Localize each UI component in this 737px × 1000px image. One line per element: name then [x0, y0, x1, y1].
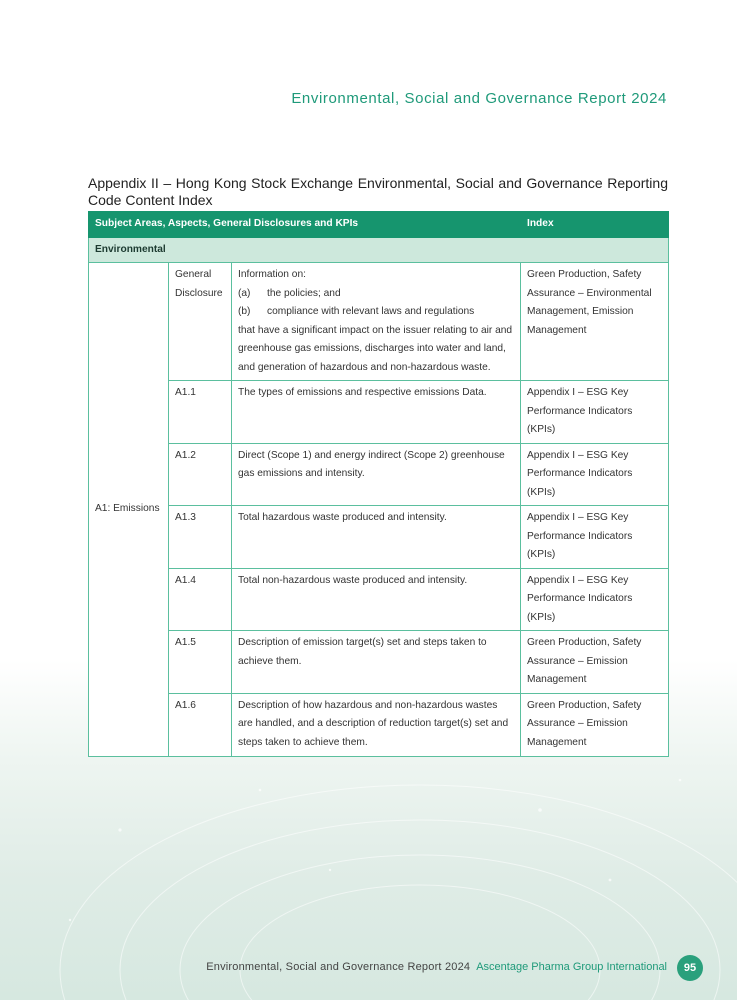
code-cell: A1.5 — [169, 631, 232, 694]
content-index-table — [88, 211, 669, 757]
code-cell: A1.2 — [169, 443, 232, 506]
index-cell: Appendix I – ESG Key Performance Indicators (KPIs) — [521, 506, 669, 569]
footer-company-name: Ascentage Pharma Group International — [476, 961, 667, 973]
table-row — [89, 506, 669, 569]
description-cell: Description of emission target(s) set and steps taken to achieve them. — [232, 631, 521, 694]
code-cell: General Disclosure — [169, 263, 232, 381]
column-header-index: Index — [521, 212, 669, 238]
description-tail: that have a significant impact on the issuer relating to air and greenhouse gas emissions, discharges into water and land, and generation of hazardous and non-hazardous waste. — [238, 324, 513, 373]
description-cell: Total hazardous waste produced and intensity. — [232, 506, 521, 569]
table-row — [89, 443, 669, 506]
description-cell — [232, 263, 521, 381]
table-header-row — [89, 212, 669, 238]
code-cell: A1.3 — [169, 506, 232, 569]
page-footer — [206, 961, 667, 973]
column-header-subject: Subject Areas, Aspects, General Disclosures and KPIs — [89, 212, 521, 238]
description-cell: Description of how hazardous and non-hazardous wastes are handled, and a description of reduction target(s) set and steps taken to achieve them. — [232, 693, 521, 756]
section-label: Environmental — [89, 238, 669, 263]
report-header-title: Environmental, Social and Governance Report 2024 — [291, 90, 667, 107]
index-cell: Appendix I – ESG Key Performance Indicators (KPIs) — [521, 381, 669, 444]
section-row — [89, 238, 669, 263]
table-row — [89, 693, 669, 756]
list-item — [238, 285, 514, 304]
index-cell: Green Production, Safety Assurance – Emission Management — [521, 693, 669, 756]
description-cell: Direct (Scope 1) and energy indirect (Scope 2) greenhouse gas emissions and intensity. — [232, 443, 521, 506]
table-row — [89, 263, 669, 381]
table-row — [89, 381, 669, 444]
description-cell: Total non-hazardous waste produced and intensity. — [232, 568, 521, 631]
code-cell: A1.1 — [169, 381, 232, 444]
list-item-text: compliance with relevant laws and regulations — [267, 306, 475, 317]
table-row — [89, 631, 669, 694]
index-cell: Appendix I – ESG Key Performance Indicators (KPIs) — [521, 568, 669, 631]
footer-report-title: Environmental, Social and Governance Report 2024 — [206, 961, 471, 973]
code-cell: A1.4 — [169, 568, 232, 631]
list-item-label: (a) — [238, 287, 251, 299]
index-cell: Appendix I – ESG Key Performance Indicators (KPIs) — [521, 443, 669, 506]
page-number-badge: 95 — [677, 955, 703, 981]
index-cell: Green Production, Safety Assurance – Emission Management — [521, 631, 669, 694]
list-item-label: (b) — [238, 306, 251, 317]
description-cell: The types of emissions and respective emissions Data. — [232, 381, 521, 444]
aspect-cell: A1: Emissions — [89, 263, 169, 757]
description-intro: Information on: — [238, 269, 306, 280]
index-cell: Green Production, Safety Assurance – Environmental Management, Emission Management — [521, 263, 669, 381]
appendix-title: Appendix II – Hong Kong Stock Exchange Environmental, Social and Governance Reporting Code Content Index — [88, 175, 668, 208]
list-item-text: the policies; and — [267, 287, 341, 299]
code-cell: A1.6 — [169, 693, 232, 756]
table-row — [89, 568, 669, 631]
list-item — [238, 303, 514, 322]
